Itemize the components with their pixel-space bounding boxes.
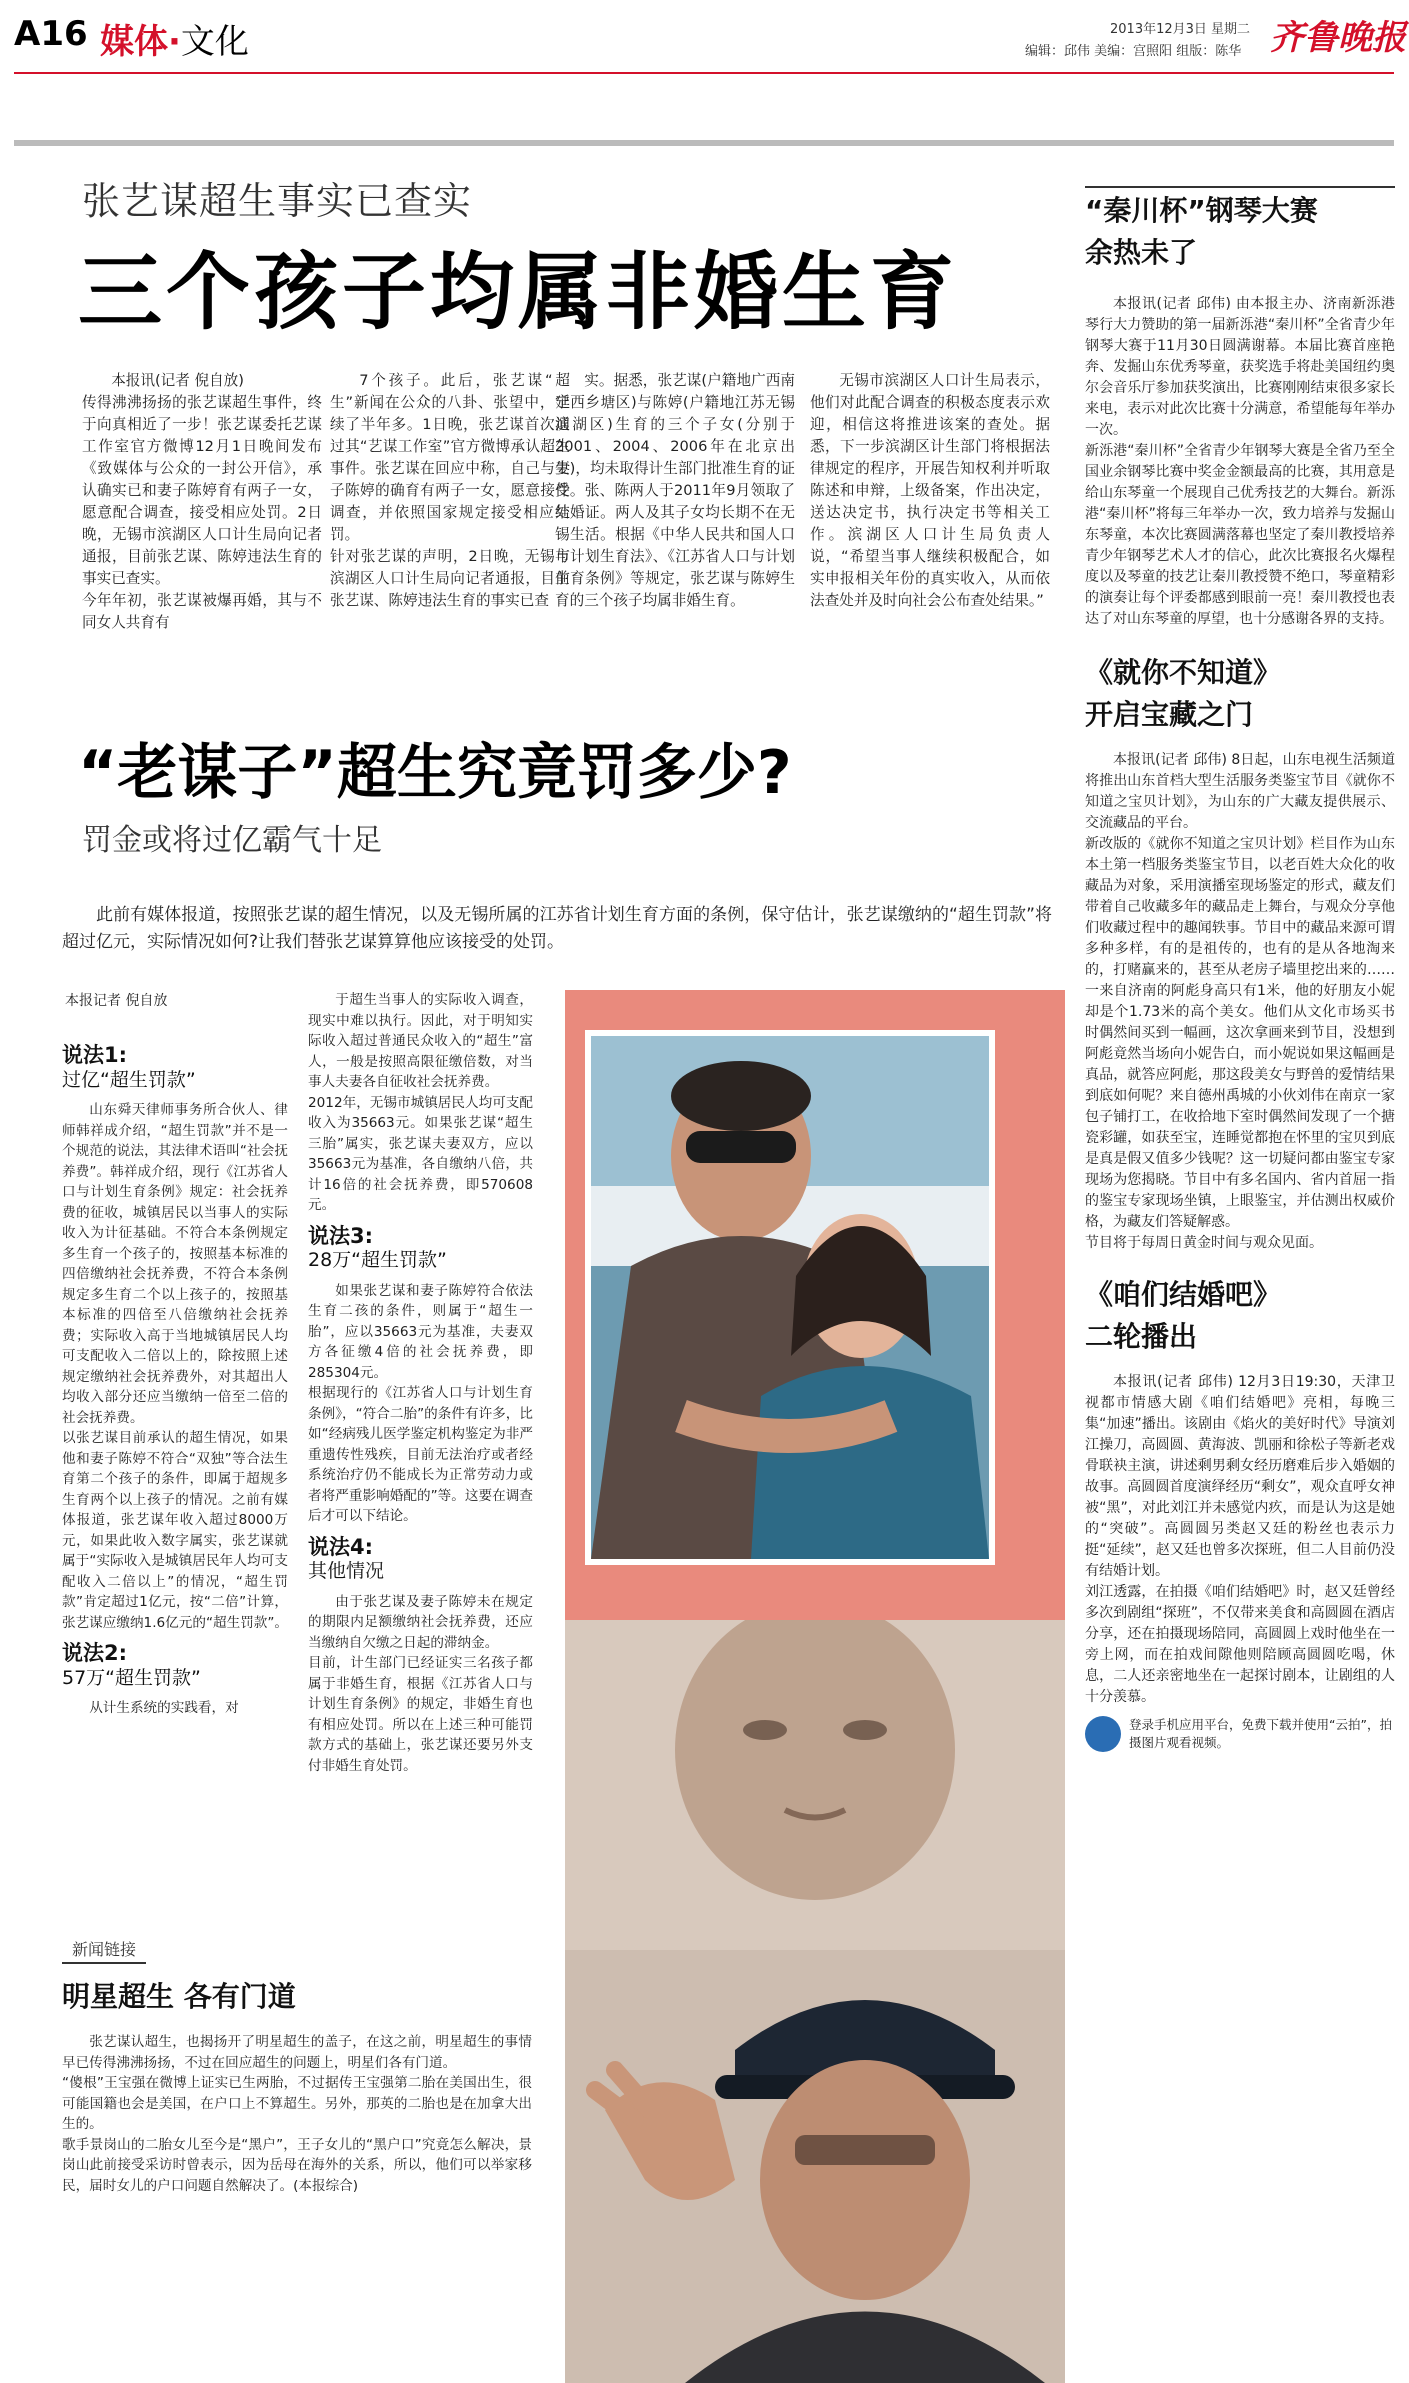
section-divider: [14, 140, 1394, 146]
article1-col2-text: 7个孩子。此后，张艺谋“超生”新闻在公众的八卦、张望中，延续了半年多。1日晚，张艺谋首次通过其“艺谋工作室”官方微博承认超生事件。张艺谋在回应中称，自己与妻子陈婷的确育有两子一女，愿意接受调查，并依照国家规定接受相应处罚。 针对张艺谋的声明，2日晚，无锡市滨湖区人口计生局向记者通报，目前张艺谋、陈婷违法生育的事实已查: [330, 372, 570, 609]
credit-line: 编辑：邱伟 美编：宫照阳 组版：陈华: [1025, 44, 1242, 59]
date-line: 2013年12月3日 星期二: [1110, 22, 1251, 37]
article1-column-3: [555, 370, 795, 670]
director-photo: [565, 1620, 1065, 2383]
article2-column-1: [62, 1035, 288, 1719]
article2-col2-lead: 于超生当事人的实际收入调查，现实中难以执行。因此，对于明知实际收入超过普通民众收入的“超生”富人，一般是按照高限征缴倍数，对当事人夫妻各自征收社会抚养费。 2012年，无锡市城镇居民人均可支配收入为35663元。如果张艺谋“超生三胎”属实，张艺谋夫妻双方，应以35663元为基准，各自缴纳八倍，共计16倍的社会抚养费，即570608元。: [308, 992, 533, 1213]
item2-title-a: 《就你不知道》: [1085, 656, 1282, 689]
news-link-tag: 新闻链接: [62, 1935, 146, 1964]
say3-body: 如果张艺谋和妻子陈婷符合依法生育二孩的条件，则属于“超生一胎”，应以35663元为基准，夫妻双方各征缴4倍的社会抚养费，即285304元。 根据现行的《江苏省人口与计划生育条例》，“符合二胎”的条件有许多，比如“经病残儿医学鉴定机构鉴定为非严重遗传性残疾，目前无法治疗或者经系统治疗仍不能成长为正常劳动力或者将严重影响婚配的”等。这要在调查后才可以下结论。: [308, 1282, 533, 1524]
app-footer: [1085, 1716, 1395, 1752]
say4-body: 由于张艺谋及妻子陈婷未在规定的期限内足额缴纳社会抚养费，还应当缴纳自欠缴之日起的滞纳金。 目前，计生部门已经证实三名孩子都属于非婚生育，根据《江苏省人口与计划生育条例》的规定，非婚生育也有相应处罚。所以在上述三种可能罚款方式的基础上，张艺谋还要另外支付非婚生育处罚。: [308, 1593, 533, 1774]
item2-title-b: 开启宝藏之门: [1085, 698, 1254, 731]
item3-body: [1085, 1372, 1395, 1708]
newspaper-logo: 齐鲁晚报: [1270, 18, 1406, 58]
item2-body-text: 本报讯(记者 邱伟) 8日起，山东电视生活频道将推出山东首档大型生活服务类鉴宝节目《就你不知道之宝贝计划》，为山东的广大藏友提供展示、交流藏品的平台。 新改版的《就你不知道之宝贝计划》栏目作为山东本土第一档服务类鉴宝节目，以老百姓大众化的收藏品为对象，采用演播室现场鉴定的形式，藏友们带着自己收藏多年的藏品走上舞台，与观众分享他们收藏过程中的趣闻轶事。节目中的藏品来源可谓多种多样，有的是祖传的，也有的是从各地淘来的，打赌赢来的，甚至从老房子墙里挖出来的……一来自济南的阿彪身高只有1米，他的好朋友小妮却是个1.73米的高个美女。他们从文化市场买书时偶然间买到一幅画，这次拿画来到节目，没想到阿彪竟然当场向小妮告白，而小妮说如果这幅画是真品，就答应阿彪，那这段美女与野兽的爱情结果到底如何呢？来自德州禹城的小伙刘伟在南京一家包子铺打工，在收拾地下室时偶然间发现了一个搪瓷彩罐，如获至宝，连睡觉都抱在怀里的宝贝到底是真是假又值多少钱呢？这一切疑问都由鉴宝专家现场为您揭晓。节目中有多名国内、省内首屈一指的鉴宝专家现场坐镇，上眼鉴宝，并估测出权威价格，为藏友们答疑解惑。 节目将于每周日黄金时间与观众见面。: [1085, 752, 1395, 1251]
article1-column-4: [810, 370, 1050, 670]
say4-sub: 其他情况: [308, 1560, 385, 1582]
article2-column-2: [308, 990, 533, 1776]
say1-sub: 过亿“超生罚款”: [62, 1068, 196, 1091]
article1-col4-text: 无锡市滨湖区人口计生局表示，他们对此配合调查的积极态度表示欢迎，相信这将推进该案的查处。据悉，下一步滨湖区计生部门将根据法律规定的程序，开展告知权利并听取陈述和申辩，上级备案，作出决定，送达决定书，执行决定书等相关工作。滨湖区人口计生局负责人说，“希望当事人继续积极配合，如实申报相关年份的真实收入，从而依法查处并及时向社会公布查处结果。”: [810, 372, 1050, 609]
article2-intro: [62, 902, 1052, 956]
item1-body-text: 本报讯(记者 邱伟) 由本报主办、济南新泺港琴行大力赞助的第一届新泺港“秦川杯”全省青少年钢琴大赛于11月30日圆满谢幕。本届比赛首座艳奔、发掘山东优秀琴童，获奖选手将赴美国纽约奥尔会音乐厅参加获奖演出，比赛刚刚结束很多家长来电，表示对此次比赛十分满意，希望能每年举办一次。 新泺港“秦川杯”全省青少年钢琴大赛是全省乃至全国业余钢琴比赛中奖金金额最高的比赛，其用意是给山东琴童一个展现自己优秀技艺的大舞台。新泺港“秦川杯”将每三年举办一次，致力培养与发掘山东琴童，本次比赛圆满落幕也坚定了秦川教授培养青少年钢琴艺术人才的信心，此次比赛报名火爆程度以及琴童的技艺让秦川教授赞不绝口，琴童精彩的演奏让每个评委都感到眼前一亮！秦川教授也表达了对山东琴童的厚望，也十分感谢各界的支持。: [1085, 296, 1395, 627]
article2-subhead: 罚金或将过亿霸气十足: [82, 823, 382, 858]
item3-title-a: 《咱们结婚吧》: [1085, 1278, 1282, 1311]
news-link-text: 张艺谋认超生，也揭扬开了明星超生的盖子，在这之前，明星超生的事情早已传得沸沸扬扬，不过在回应超生的问题上，明星们各有门道。 “傻根”王宝强在微博上证实已生两胎，不过据传王宝强第二胎在美国出生，很可能国籍也会是美国，在户口上不算超生。另外，那英的二胎也是在加拿大出生的。 歌手景岗山的二胎女儿至今是“黑户”，王子女儿的“黑户口”究竟怎么解决，景岗山此前接受采访时曾表示，因为岳母在海外的关系，所以，他们可以举家移民，届时女儿的户口问题自然解决了。(本报综合): [62, 2034, 532, 2194]
say2-sub: 57万“超生罚款”: [62, 1666, 201, 1689]
right-column-rule: [1085, 186, 1395, 188]
section-main: 媒体: [100, 22, 168, 62]
article1-col1-text: 本报讯(记者 倪自放) 传得沸沸扬扬的张艺谋超生事件，终于向真相近了一步！张艺谋委托艺谋工作室官方微博12月1日晚间发布《致媒体与公众的一封公开信》，承认确实已和妻子陈婷育有两子一女，愿意配合调查，接受相应处罚。2日晚，无锡市滨湖区人口计生局向记者通报，目前张艺谋、陈婷违法生育的事实已查实。 今年年初，张艺谋被爆再婚，其与不同女人共育有: [82, 372, 322, 631]
say2-head: 说法2:: [62, 1641, 128, 1665]
say1-head: 说法1:: [62, 1043, 128, 1067]
item1-title-b: 余热未了: [1085, 236, 1198, 269]
cloud-app-icon: [1085, 1716, 1121, 1752]
article1-column-2: [330, 370, 570, 670]
item1-body: [1085, 294, 1395, 630]
item2-body: [1085, 750, 1395, 1254]
section-sub: 文化: [180, 22, 249, 62]
article2-reporter: 本报记者 倪自放: [65, 993, 168, 1009]
director-photo-illustration: [565, 1620, 1065, 2383]
item3-body-text: 本报讯(记者 邱伟) 12月3日19:30，天津卫视都市情感大剧《咱们结婚吧》亮相，每晚三集“加速”播出。该剧由《焰火的美好时代》导演刘江操刀，高圆圆、黄海波、凯丽和徐松子等新老戏骨联袂主演，讲述剩男剩女经历磨难后步入婚姻的故事。高圆圆首度演绎经历“剩女”，观众直呼女神被“黑”，对此刘江并未感觉内疚，而是认为这是她的“突破”。高圆圆另类赵又廷的粉丝也表示力挺“延续”，赵又廷也曾多次探班，但二人目前仍没有结婚计划。 刘江透露，在拍摄《咱们结婚吧》时，赵又廷曾经多次到剧组“探班”，不仅带来美食和高圆圆在酒店分享，还在拍摄现场陪同，高圆圆上戏时他坐在一旁上网，而在拍戏间隙他则陪顾高圆圆吃喝，休息，二人还亲密地坐在一起探讨剧本，让剧组的人十分羡慕。: [1085, 1374, 1395, 1705]
couple-photo: [585, 1030, 995, 1565]
article2-headline: “老谋子”超生究竟罚多少?: [78, 738, 792, 808]
article1-headline: 三个孩子均属非婚生育: [78, 243, 959, 341]
item3-title-b: 二轮播出: [1085, 1320, 1198, 1353]
right-column: [1085, 190, 1395, 1752]
article2-intro-text: 此前有媒体报道，按照张艺谋的超生情况，以及无锡所属的江苏省计划生育方面的条例，保守估计，张艺谋缴纳的“超生罚款”将超过亿元，实际情况如何?让我们替张艺谋算算他应该接受的处罚。: [62, 905, 1052, 952]
article1-col3-text: 实。据悉，张艺谋(户籍地广西南宁西乡塘区)与陈婷(户籍地江苏无锡滨湖区)生育的三个子女(分别于2001、2004、2006年在北京出生)，均未取得计生部门批准生育的证件。张、陈两人于2011年9月领取了结婚证。两人及其子女均长期不在无锡生活。根据《中华人民共和国人口与计划生育法》、《江苏省人口与计划生育条例》等规定，张艺谋与陈婷生育的三个孩子均属非婚生育。: [555, 372, 795, 609]
say2-body: 从计生系统的实践看，对: [89, 1700, 239, 1716]
couple-photo-illustration: [591, 1036, 989, 1559]
news-link-body: [62, 2032, 532, 2196]
say1-body: 山东舜天律师事务所合伙人、律师韩祥成介绍，“超生罚款”并不是一个规范的说法，其法律术语叫“社会抚养费”。韩祥成介绍，现行《江苏省人口与计划生育条例》规定：社会抚养费的征收，城镇居民以当事人的实际收入为计征基础。不符合本条例规定多生育一个孩子的，按照基本标准的四倍缴纳社会抚养费，不符合本条例规定多生育二个以上孩子的，按照基本标准的四倍至八倍缴纳社会抚养费；实际收入高于当地城镇居民人均可支配收入二倍以上的，除按照上述规定缴纳社会抚养费外，对其超出人均收入部分还应当缴纳一倍至二倍的社会抚养费。 以张艺谋目前承认的超生情况，如果他和妻子陈婷不符合“双独”等合法生育第二个孩子的条件，即属于超规多生育两个以上孩子的情况。之前有媒体报道，张艺谋年收入超过8000万元，如果此收入数字属实，张艺谋就属于“实际收入是城镇居民年人均可支配收入二倍以上”的情况，“超生罚款”肯定超过1亿元，按“二倍”计算，张艺谋应缴纳1.6亿元的“超生罚款”。: [62, 1102, 289, 1631]
article1-kicker: 张艺谋超生事实已查实: [82, 179, 473, 223]
article1-column-1: [82, 370, 322, 670]
page-number: A16: [14, 14, 88, 54]
app-footer-text: 登录手机应用平台，免费下载并使用“云拍”，拍摄图片观看视频。: [1129, 1717, 1392, 1750]
say4-head: 说法4:: [308, 1534, 374, 1559]
item1-title-a: “秦川杯”钢琴大赛: [1085, 194, 1318, 227]
say3-sub: 28万“超生罚款”: [308, 1249, 447, 1271]
section-label: [100, 14, 249, 63]
section-dot: ·: [168, 22, 181, 62]
header-rule: [14, 72, 1394, 74]
news-link-title: 明星超生 各有门道: [62, 1980, 296, 2013]
say3-head: 说法3:: [308, 1223, 374, 1248]
